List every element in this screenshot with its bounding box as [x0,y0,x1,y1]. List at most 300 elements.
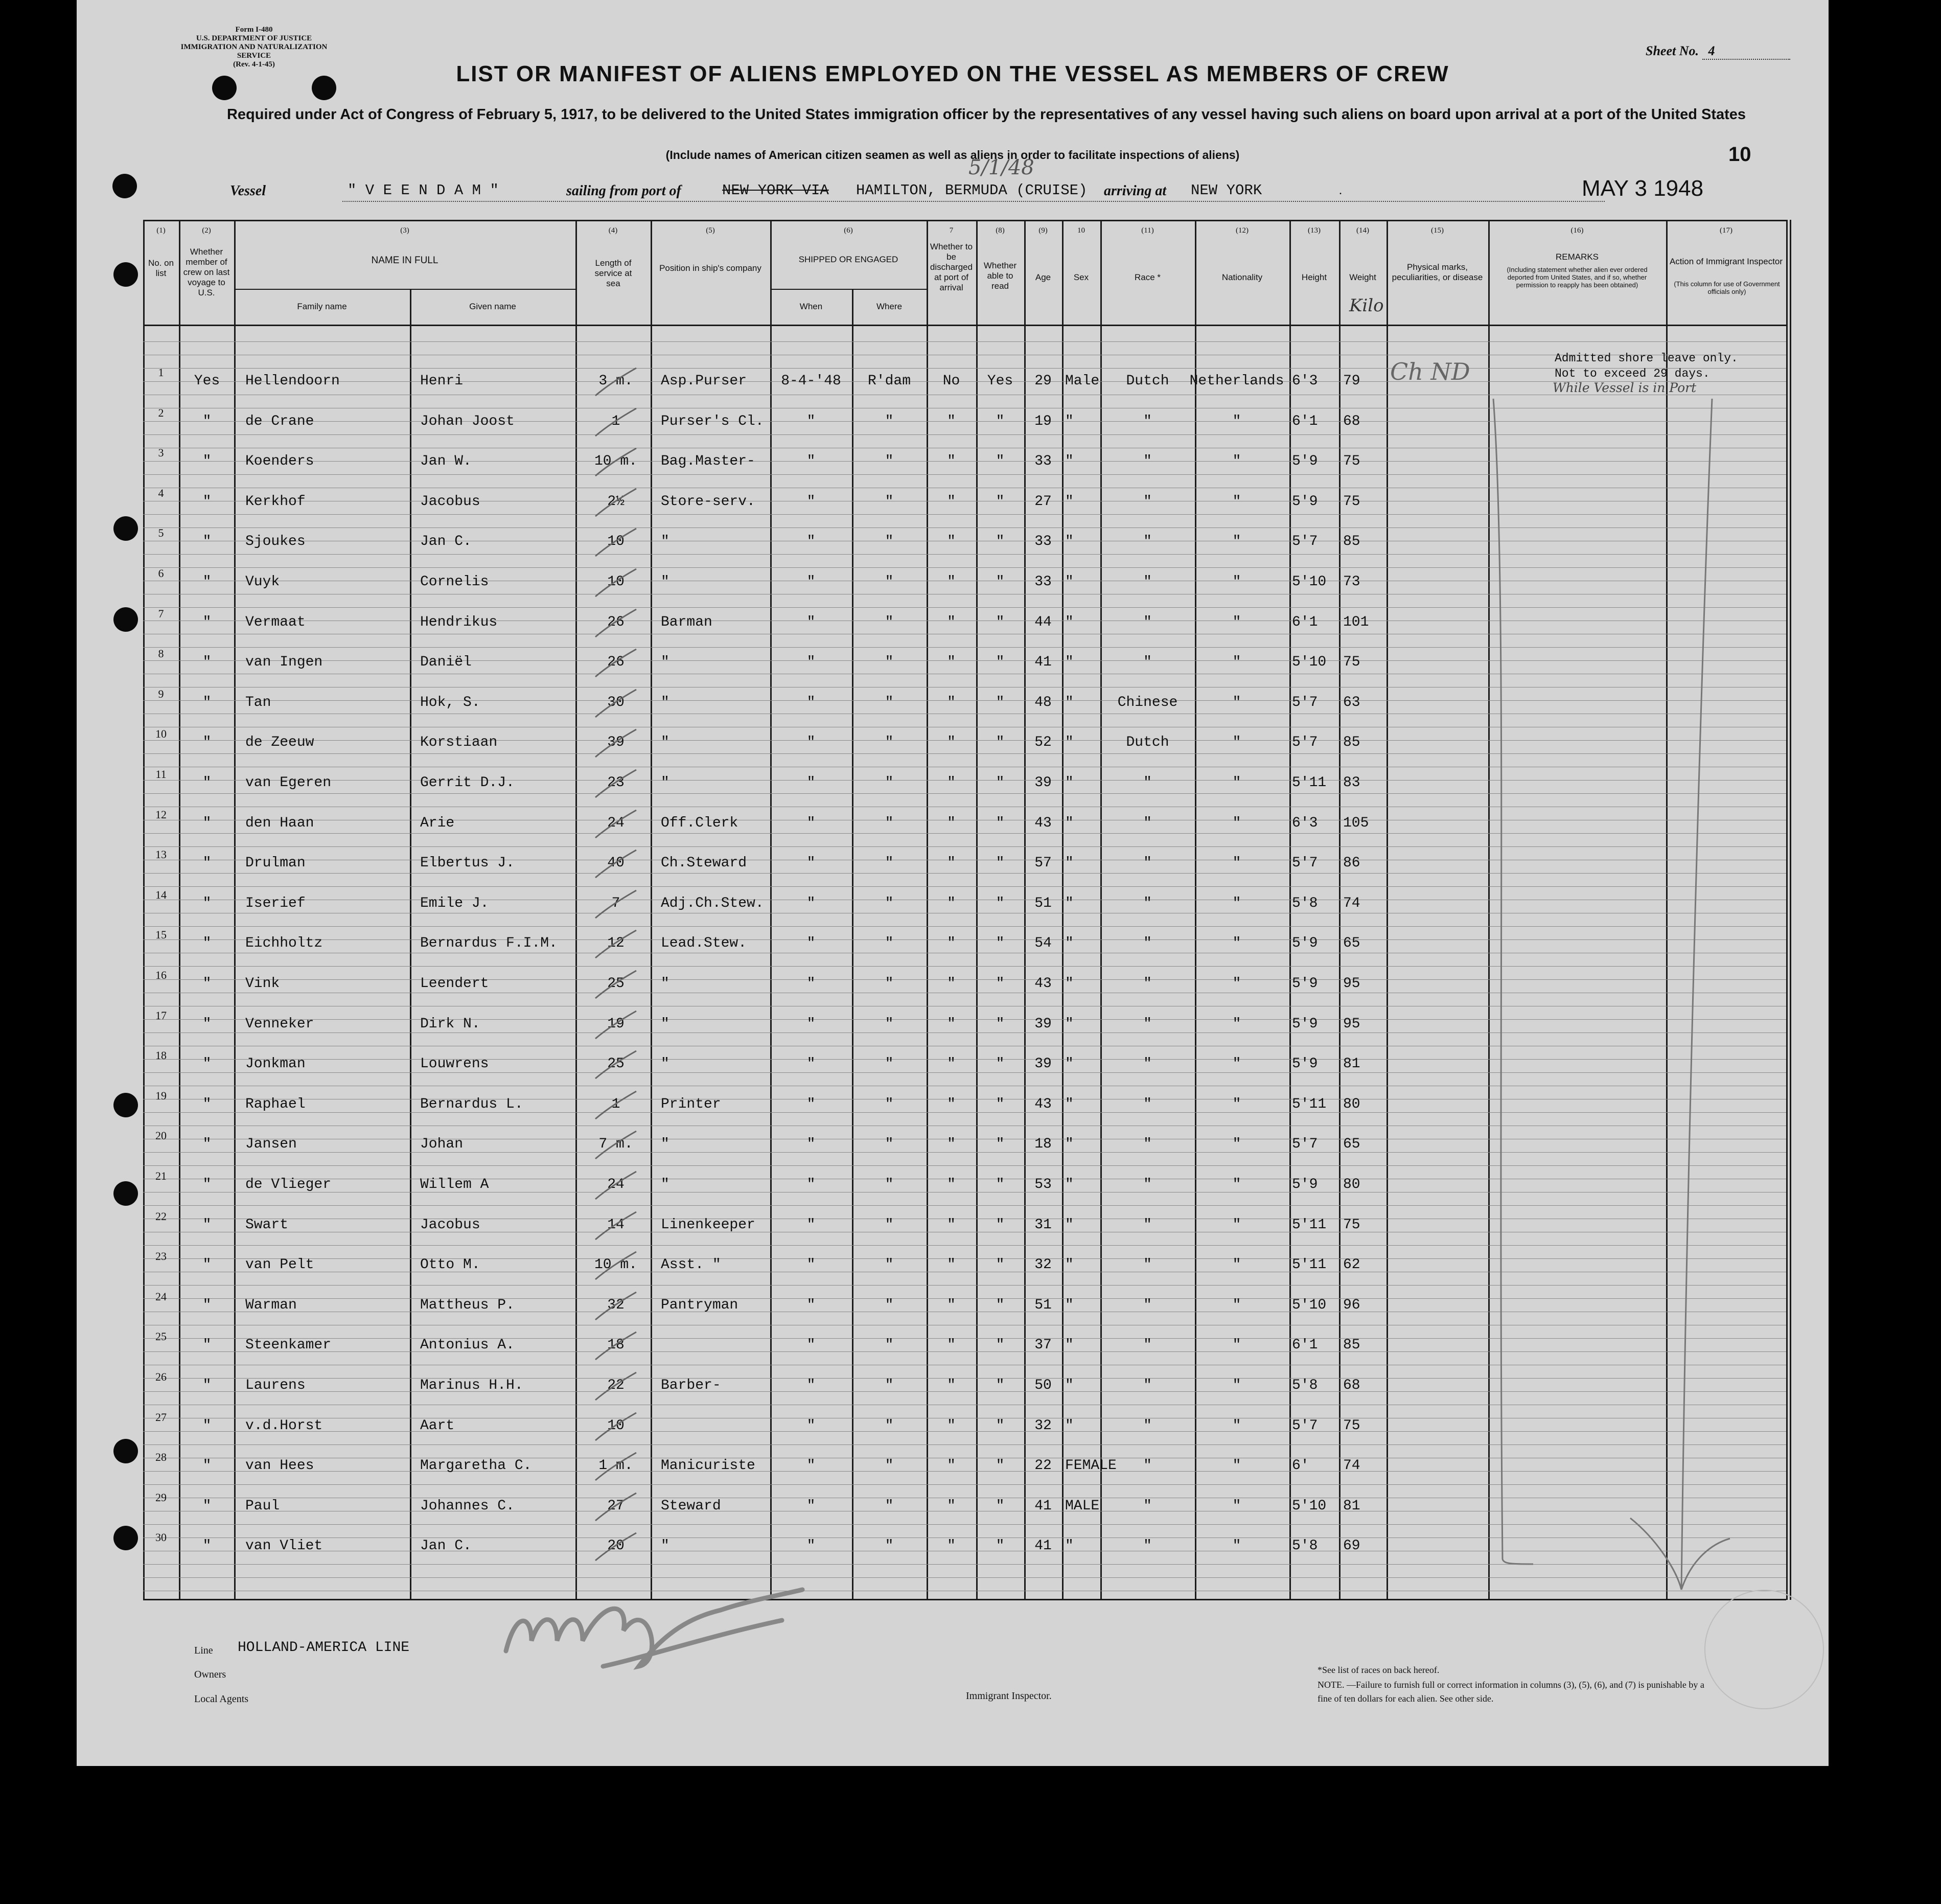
cell-height: 6'3 [1292,815,1318,831]
arrival-date-stamp: MAY 3 1948 [1582,176,1704,201]
cell-length-of-service: 14 [607,1217,625,1233]
remarks-handwritten: While Vessel is in Port [1553,380,1697,395]
line-value: HOLLAND-AMERICA LINE [238,1640,410,1656]
cell-discharged: " [947,1297,956,1313]
page-number: 10 [1728,143,1751,166]
cell-last-voyage: " [202,1297,212,1313]
cell-race: " [1143,1016,1152,1032]
cell-able-to-read: " [996,1418,1005,1434]
penalty-note-label: NOTE. [1318,1680,1345,1690]
cell-age: 22 [1034,1458,1052,1474]
cell-family-name: Steenkamer [245,1337,332,1353]
cell-last-voyage: " [202,775,212,791]
cell-row-number: 17 [155,1009,167,1022]
cell-able-to-read: " [996,654,1005,670]
cell-weight: 75 [1343,453,1360,469]
cell-family-name: van Vliet [245,1538,323,1554]
cell-sex: " [1065,453,1074,469]
cell-shipped-when: " [806,453,816,469]
cell-weight: 74 [1343,896,1360,911]
cell-weight: 96 [1343,1297,1360,1313]
pencil-check-mark [593,1007,639,1043]
header-list-number: No. on list [148,258,174,278]
vessel-name: " V E E N D A M " [348,182,499,199]
cell-family-name: Paul [245,1498,280,1514]
cell-row-number: 25 [155,1330,167,1343]
cell-position: Asst. " [661,1257,721,1273]
cell-sex: " [1065,1056,1074,1072]
header-able-to-read: Whether able to read [983,261,1017,291]
cell-position: Bag.Master- [661,453,755,469]
cell-weight: 74 [1343,1458,1360,1474]
header-weight: Weight [1349,272,1376,282]
cell-given-name: Elbertus J. [420,855,515,871]
cell-age: 18 [1034,1136,1052,1152]
cell-height: 5'7 [1292,855,1318,871]
cell-shipped-when: " [806,1418,816,1434]
ruled-line [143,368,1786,369]
ditto-line-physical-marks [1477,388,1538,1574]
cell-able-to-read: " [996,896,1005,911]
cell-race: Dutch [1126,373,1169,389]
table-row [77,406,1829,444]
cell-shipped-when: " [806,1016,816,1032]
cell-weight: 68 [1343,1378,1360,1393]
cell-shipped-when: " [806,976,816,992]
local-agents-label: Local Agents [194,1693,249,1705]
cell-position: " [661,1177,669,1192]
cell-nationality: " [1232,453,1241,469]
form-number: Form I-480 [235,26,273,34]
cell-row-number: 2 [158,406,164,419]
col-num-17: (17) [1720,226,1732,235]
cell-nationality: " [1232,1136,1241,1152]
header-inspector-note: (This column for use of Government officials only) [1674,280,1780,295]
cell-age: 33 [1034,574,1052,590]
table-row [77,487,1829,524]
cell-row-number: 20 [155,1129,167,1142]
cell-family-name: v.d.Horst [245,1418,323,1434]
cell-given-name: Leendert [420,976,489,992]
cell-discharged: " [947,494,956,510]
cell-shipped-where: " [885,574,894,590]
penalty-note [1318,1678,1706,1706]
pencil-check-mark [593,806,639,842]
pencil-check-mark [593,404,639,440]
cell-discharged: No [942,373,960,389]
cell-age: 19 [1034,414,1052,429]
cell-sex: " [1065,1418,1074,1434]
cell-race: " [1143,815,1152,831]
cell-race: " [1143,414,1152,429]
cell-length-of-service: 25 [607,1056,625,1072]
service-name: IMMIGRATION AND NATURALIZATION SERVICE [180,43,328,60]
cell-length-of-service: 10 [607,574,625,590]
table-row [77,1330,1829,1368]
cell-shipped-where: R'dam [867,373,911,389]
cell-length-of-service: 12 [607,935,625,951]
table-row [77,1491,1829,1529]
cell-weight: 83 [1343,775,1360,791]
cell-sex: " [1065,1257,1074,1273]
cell-nationality: " [1232,1056,1241,1072]
cell-nationality: " [1232,775,1241,791]
cell-given-name: Aart [420,1418,455,1434]
cell-age: 39 [1034,1056,1052,1072]
cell-length-of-service: 1 [611,414,620,429]
cell-length-of-service: 40 [607,855,625,871]
cell-length-of-service: 10 m. [594,1257,637,1273]
col-num-15: (15) [1431,226,1444,235]
cell-discharged: " [947,654,956,670]
cell-last-voyage: " [202,453,212,469]
cell-family-name: Venneker [245,1016,314,1032]
ruled-line [143,1577,1786,1578]
cell-able-to-read: " [996,574,1005,590]
cell-position: Barman [661,614,712,630]
cell-family-name: den Haan [245,815,314,831]
cell-nationality: " [1232,855,1241,871]
col-num-1: (1) [156,226,166,235]
cell-weight: 75 [1343,654,1360,670]
cell-shipped-where: " [885,1297,894,1313]
cell-given-name: Jan C. [420,534,472,549]
cell-position: " [661,695,669,710]
cell-position: " [661,534,669,549]
cell-family-name: Koenders [245,453,314,469]
cell-last-voyage: " [202,1378,212,1393]
cell-length-of-service: 3 m. [598,373,633,389]
cell-discharged: " [947,815,956,831]
cell-weight: 105 [1343,815,1369,831]
cell-age: 32 [1034,1257,1052,1273]
cell-shipped-where: " [885,1418,894,1434]
cell-nationality: " [1232,614,1241,630]
pencil-check-mark [593,967,639,1002]
cell-height: 6' [1292,1458,1309,1474]
cell-given-name: Hok, S. [420,695,480,710]
cell-sex: " [1065,1177,1074,1192]
header-when: When [799,302,823,311]
cell-given-name: Jacobus [420,494,480,510]
cell-race: " [1143,654,1152,670]
cell-race: " [1143,574,1152,590]
cell-discharged: " [947,1136,956,1152]
cell-sex: " [1065,654,1074,670]
cell-given-name: Emile J. [420,896,489,911]
cell-row-number: 21 [155,1169,167,1182]
cell-length-of-service: 19 [607,1016,625,1032]
header-shipped-engaged: SHIPPED OR ENGAGED [798,255,898,264]
cell-height: 5'8 [1292,1378,1318,1393]
cell-age: 43 [1034,815,1052,831]
cell-race: " [1143,775,1152,791]
cell-race: Dutch [1126,735,1169,750]
ruled-line [143,846,1786,847]
cell-shipped-when: " [806,695,816,710]
cell-given-name: Gerrit D.J. [420,775,515,791]
cell-row-number: 19 [155,1089,167,1102]
cell-height: 5'9 [1292,453,1318,469]
cell-family-name: van Ingen [245,654,323,670]
cell-shipped-when: " [806,1538,816,1554]
header-position: Position in ship's company [659,263,761,273]
cell-shipped-when: " [806,1337,816,1353]
cell-position: Purser's Cl. [661,414,764,429]
cell-length-of-service: 10 [607,534,625,549]
cell-family-name: Jonkman [245,1056,306,1072]
cell-shipped-where: " [885,1217,894,1233]
cell-row-number: 8 [158,647,164,660]
cell-race: " [1143,935,1152,951]
cell-nationality: " [1232,574,1241,590]
cell-row-number: 24 [155,1290,167,1303]
cell-length-of-service: 7 [611,896,620,911]
cell-able-to-read: " [996,1096,1005,1112]
ruled-line [143,607,1786,608]
cell-sex: " [1065,494,1074,510]
cell-shipped-where: " [885,453,894,469]
cell-race: " [1143,1096,1152,1112]
cell-sex: " [1065,1297,1074,1313]
cell-able-to-read: " [996,775,1005,791]
cell-sex: " [1065,896,1074,911]
cell-age: 52 [1034,735,1052,750]
cell-age: 32 [1034,1418,1052,1434]
table-row [77,727,1829,765]
cell-height: 6'1 [1292,414,1318,429]
cell-race: " [1143,1257,1152,1273]
cell-able-to-read: " [996,534,1005,549]
pencil-check-mark [593,444,639,480]
col-num-2: (2) [202,226,211,235]
cell-given-name: Bernardus F.I.M. [420,935,558,951]
cell-position: Asp.Purser [661,373,747,389]
cell-height: 5'7 [1292,735,1318,750]
cell-shipped-where: " [885,896,894,911]
col-num-5: (5) [706,226,715,235]
table-row [77,1210,1829,1248]
header-name-in-full: NAME IN FULL [371,255,438,266]
cell-height: 5'9 [1292,1056,1318,1072]
cell-height: 5'7 [1292,695,1318,710]
cell-shipped-where: " [885,1177,894,1192]
cell-position: Off.Clerk [661,815,738,831]
cell-given-name: Mattheus P. [420,1297,515,1313]
ruled-line [143,926,1786,927]
cell-race: " [1143,1458,1152,1474]
cell-able-to-read: " [996,414,1005,429]
cell-race: " [1143,896,1152,911]
cell-family-name: Swart [245,1217,289,1233]
cell-discharged: " [947,1458,956,1474]
cell-sex: " [1065,614,1074,630]
cell-last-voyage: " [202,815,212,831]
cell-age: 33 [1034,453,1052,469]
cell-shipped-where: " [885,1378,894,1393]
pencil-check-mark [593,1167,639,1203]
cell-sex: " [1065,574,1074,590]
cell-shipped-when: " [806,896,816,911]
cell-last-voyage: " [202,976,212,992]
table-row [77,1089,1829,1127]
col-num-3: (3) [400,226,409,235]
cell-position: " [661,775,669,791]
cell-shipped-where: " [885,735,894,750]
cell-row-number: 18 [155,1049,167,1062]
pencil-check-mark [593,645,639,681]
cell-height: 5'11 [1292,1217,1327,1233]
cell-discharged: " [947,1257,956,1273]
cell-sex: " [1065,1337,1074,1353]
cell-age: 41 [1034,1498,1052,1514]
cell-shipped-where: " [885,1056,894,1072]
cell-weight: 85 [1343,735,1360,750]
cell-row-number: 16 [155,969,167,981]
cell-able-to-read: " [996,1297,1005,1313]
owners-label: Owners [194,1669,226,1680]
immigrant-inspector-label: Immigrant Inspector. [966,1690,1052,1702]
cell-discharged: " [947,1016,956,1032]
cell-age: 37 [1034,1337,1052,1353]
cell-age: 29 [1034,373,1052,389]
cell-discharged: " [947,534,956,549]
cell-given-name: Cornelis [420,574,489,590]
cell-family-name: Eichholtz [245,935,323,951]
cell-race: " [1143,614,1152,630]
cell-race: " [1143,1378,1152,1393]
cell-shipped-when: " [806,1297,816,1313]
col-num-14: (14) [1356,226,1369,235]
table-row [77,1411,1829,1449]
table-row [77,1370,1829,1408]
cell-position: " [661,735,669,750]
cell-last-voyage: " [202,1136,212,1152]
cell-given-name: Arie [420,815,455,831]
cell-shipped-where: " [885,1257,894,1273]
cell-discharged: " [947,896,956,911]
pencil-check-mark [593,1449,639,1484]
penalty-note-text: —Failure to furnish full or correct information in columns (3), (5), (6), and (7) is punishable by a fine of ten dollars for each alien. See other side. [1318,1680,1704,1704]
cell-age: 39 [1034,1016,1052,1032]
remarks-line-1: Admitted shore leave only. [1555,352,1738,365]
cell-able-to-read: " [996,935,1005,951]
cell-shipped-when: " [806,855,816,871]
cell-last-voyage: " [202,494,212,510]
cell-age: 27 [1034,494,1052,510]
cell-discharged: " [947,1096,956,1112]
cell-able-to-read: " [996,1056,1005,1072]
header-remarks: REMARKS [1555,252,1599,262]
cell-sex: FEMALE [1065,1458,1117,1474]
cell-shipped-where: " [885,1016,894,1032]
cell-position: " [661,1056,669,1072]
cell-shipped-when: " [806,1257,816,1273]
cell-length-of-service: 32 [607,1297,625,1313]
table-row [77,446,1829,484]
cell-last-voyage: " [202,1418,212,1434]
physical-marks-handwritten: Ch ND [1390,358,1470,385]
cell-shipped-where: " [885,775,894,791]
cell-able-to-read: " [996,1257,1005,1273]
cell-height: 6'3 [1292,373,1318,389]
cell-weight: 73 [1343,574,1360,590]
cell-height: 5'11 [1292,775,1327,791]
cell-length-of-service: 39 [607,735,625,750]
cell-family-name: Kerkhof [245,494,306,510]
table-top-border [143,220,1786,221]
cell-family-name: de Zeeuw [245,735,314,750]
cell-length-of-service: 10 [607,1418,625,1434]
cell-race: Chinese [1117,695,1178,710]
table-row [77,687,1829,725]
cell-age: 43 [1034,1096,1052,1112]
cell-height: 6'1 [1292,614,1318,630]
cell-weight: 79 [1343,373,1360,389]
cell-race: " [1143,494,1152,510]
pencil-check-mark [593,1409,639,1444]
cell-age: 44 [1034,614,1052,630]
cell-sex: MALE [1065,1498,1100,1514]
pencil-check-mark [593,1208,639,1244]
ruled-line [143,341,1786,342]
inspector-signature [496,1554,823,1677]
cell-age: 31 [1034,1217,1052,1233]
cell-family-name: Tan [245,695,271,710]
cell-given-name: Dirk N. [420,1016,480,1032]
cell-shipped-where: " [885,1136,894,1152]
cell-race: " [1143,1056,1152,1072]
header-sex: Sex [1073,272,1089,282]
cell-weight: 86 [1343,855,1360,871]
pencil-check-mark [593,1368,639,1404]
cell-last-voyage: " [202,1538,212,1554]
cell-row-number: 6 [158,567,164,580]
cell-shipped-when: " [806,815,816,831]
cell-discharged: " [947,414,956,429]
cell-discharged: " [947,695,956,710]
cell-age: 43 [1034,976,1052,992]
cell-weight: 95 [1343,1016,1360,1032]
cell-nationality: " [1232,1096,1241,1112]
cell-weight: 69 [1343,1538,1360,1554]
cell-row-number: 27 [155,1411,167,1424]
col-num-9: (9) [1038,226,1048,235]
cell-position: " [661,1538,669,1554]
table-row [77,1531,1829,1569]
cell-last-voyage: " [202,855,212,871]
pencil-check-mark [593,364,639,400]
header-bottom-border [143,325,1786,326]
header-age: Age [1035,272,1051,282]
cell-age: 51 [1034,896,1052,911]
cell-length-of-service: 1 m. [598,1458,633,1474]
cell-shipped-when: " [806,614,816,630]
cell-position: Lead.Stew. [661,935,747,951]
cell-length-of-service: 1 [611,1096,620,1112]
cell-row-number: 26 [155,1370,167,1383]
cell-last-voyage: " [202,534,212,549]
cell-weight: 65 [1343,1136,1360,1152]
header-height: Height [1301,272,1327,282]
cell-position: Linenkeeper [661,1217,755,1233]
cell-nationality: " [1232,976,1241,992]
cell-shipped-where: " [885,1538,894,1554]
cell-height: 5'10 [1292,1498,1327,1514]
cell-weight: 81 [1343,1498,1360,1514]
cell-nationality: " [1232,1297,1241,1313]
cell-sex: " [1065,855,1074,871]
